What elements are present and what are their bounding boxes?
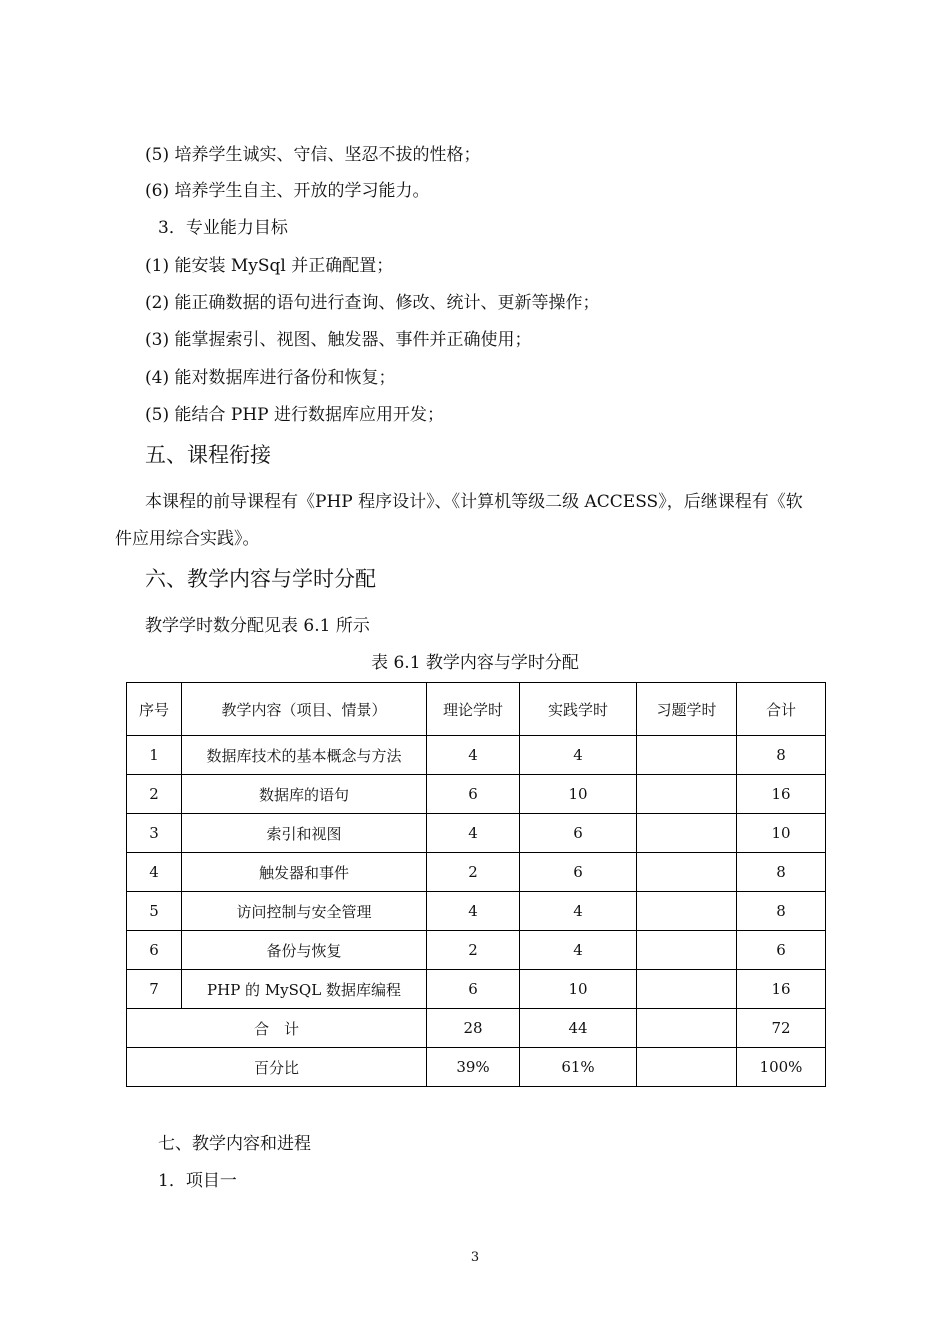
line-goal-5: (5) 培养学生诚实、守信、坚忍不拔的性格； (145, 145, 481, 165)
cell-total: 10 (737, 814, 826, 853)
cell-theory: 6 (427, 775, 520, 814)
cell-theory: 4 (427, 892, 520, 931)
cell-content: 数据库技术的基本概念与方法 (182, 736, 427, 775)
cell-content: 索引和视图 (182, 814, 427, 853)
header-content: 教学内容（项目、情景） (182, 683, 427, 736)
cell-total: 8 (737, 736, 826, 775)
cell-exercise (637, 736, 737, 775)
cell-exercise (637, 892, 737, 931)
percent-sum: 100% (737, 1048, 826, 1087)
cell-index: 4 (127, 853, 182, 892)
header-index: 序号 (127, 683, 182, 736)
table-row (127, 853, 826, 892)
cell-theory: 6 (427, 970, 520, 1009)
section-5-paragraph-line-2: 件应用综合实践》。 (115, 529, 260, 549)
cell-index: 2 (127, 775, 182, 814)
cell-total: 8 (737, 853, 826, 892)
header-total: 合计 (737, 683, 826, 736)
cell-practice: 10 (520, 970, 637, 1009)
cell-exercise (637, 970, 737, 1009)
line-skill-4: (4) 能对数据库进行备份和恢复； (145, 368, 396, 388)
cell-total: 16 (737, 970, 826, 1009)
cell-content: 访问控制与安全管理 (182, 892, 427, 931)
cell-theory: 2 (427, 853, 520, 892)
subheading-professional-goals: 3．专业能力目标 (158, 218, 288, 238)
page-number: 3 (470, 1250, 480, 1265)
line-skill-2: (2) 能正确数据的语句进行查询、修改、统计、更新等操作； (145, 293, 600, 313)
cell-exercise (637, 814, 737, 853)
cell-total: 16 (737, 775, 826, 814)
header-theory: 理论学时 (427, 683, 520, 736)
line-skill-1: (1) 能安装 MySql 并正确配置； (145, 256, 394, 276)
cell-practice: 4 (520, 931, 637, 970)
cell-total: 6 (737, 931, 826, 970)
cell-content: 数据库的语句 (182, 775, 427, 814)
cell-content: PHP 的 MySQL 数据库编程 (182, 970, 427, 1009)
cell-index: 5 (127, 892, 182, 931)
cell-theory: 4 (427, 814, 520, 853)
cell-index: 6 (127, 931, 182, 970)
cell-content: 触发器和事件 (182, 853, 427, 892)
table-percent-row (127, 1048, 826, 1087)
cell-exercise (637, 853, 737, 892)
table-row (127, 775, 826, 814)
cell-index: 7 (127, 970, 182, 1009)
cell-content: 备份与恢复 (182, 931, 427, 970)
percent-label: 百分比 (127, 1048, 427, 1087)
total-practice: 44 (520, 1009, 637, 1048)
cell-practice: 10 (520, 775, 637, 814)
line-skill-3: (3) 能掌握索引、视图、触发器、事件并正确使用； (145, 330, 532, 350)
section-7-title: 七、教学内容和进程 (158, 1134, 311, 1154)
cell-exercise (637, 775, 737, 814)
percent-exercise (637, 1048, 737, 1087)
hours-table (126, 682, 826, 1087)
project-one-heading: 1．项目一 (158, 1171, 237, 1191)
cell-index: 3 (127, 814, 182, 853)
line-skill-5: (5) 能结合 PHP 进行数据库应用开发； (145, 405, 444, 425)
section-5-paragraph-line-1: 本课程的前导课程有《PHP 程序设计》、《计算机等级二级 ACCESS》，后继课程有《软 (145, 492, 803, 512)
table-row (127, 892, 826, 931)
total-sum: 72 (737, 1009, 826, 1048)
cell-theory: 4 (427, 736, 520, 775)
line-goal-6: (6) 培养学生自主、开放的学习能力。 (145, 181, 430, 201)
total-theory: 28 (427, 1009, 520, 1048)
table-row (127, 970, 826, 1009)
section-6-intro: 教学学时数分配见表 6.1 所示 (145, 616, 370, 636)
cell-total: 8 (737, 892, 826, 931)
total-exercise (637, 1009, 737, 1048)
section-6-title: 六、教学内容与学时分配 (145, 567, 376, 591)
table-row (127, 814, 826, 853)
table-row (127, 736, 826, 775)
table-header-row (127, 683, 826, 736)
table-caption: 表 6.1 教学内容与学时分配 (371, 653, 579, 673)
cell-exercise (637, 931, 737, 970)
cell-practice: 6 (520, 853, 637, 892)
percent-theory: 39% (427, 1048, 520, 1087)
header-exercise: 习题学时 (637, 683, 737, 736)
cell-practice: 4 (520, 736, 637, 775)
cell-practice: 4 (520, 892, 637, 931)
table-total-row (127, 1009, 826, 1048)
cell-index: 1 (127, 736, 182, 775)
cell-practice: 6 (520, 814, 637, 853)
table-row (127, 931, 826, 970)
header-practice: 实践学时 (520, 683, 637, 736)
cell-theory: 2 (427, 931, 520, 970)
section-5-title: 五、课程衔接 (145, 443, 271, 467)
total-label: 合 计 (127, 1009, 427, 1048)
percent-practice: 61% (520, 1048, 637, 1087)
